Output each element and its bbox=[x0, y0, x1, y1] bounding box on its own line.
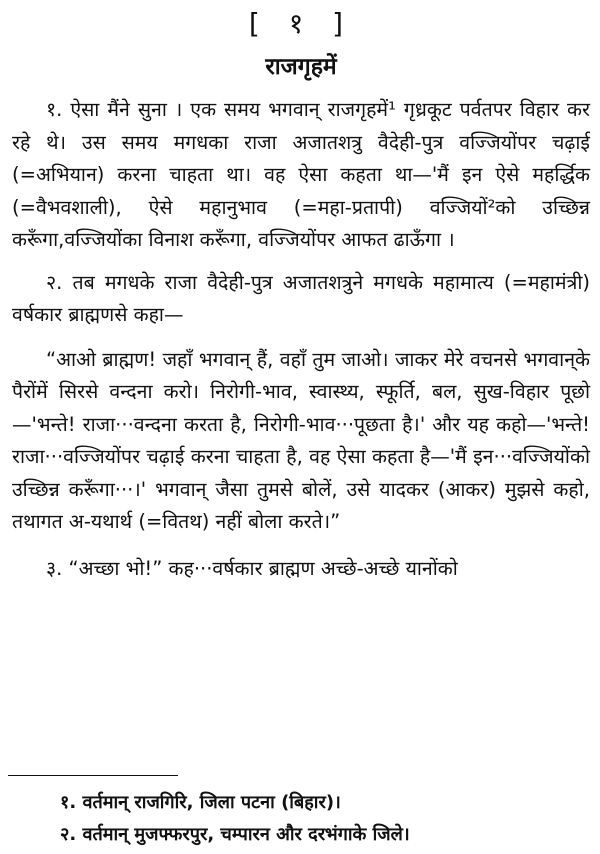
footnote-1: १. वर्तमान् राजगिरि, जिला पटना (बिहार)। bbox=[60, 792, 341, 813]
page-number: [ १ ] bbox=[248, 7, 354, 40]
footnotes bbox=[60, 787, 590, 851]
footnote-2: २. वर्तमान् मुजफ्फरपुर, चम्पारन और दरभंगाके जिले। bbox=[60, 824, 410, 845]
paragraph-4: ३. “अच्छा भो!” कह···वर्षकार ब्राह्मण अच्छे-अच्छे यानोंको bbox=[46, 556, 458, 580]
paragraph-1: १. ऐसा मैंने सुना । एक समय भगवान् राजगृहमें¹ गृध्रकूट पर्वतपर विहार कर रहे थे। उस समय मगधका राजा अजातशत्रु वैदेही-पुत्र वज्जियोंपर चढ़ाई (=अभियान) करना चाहता था। वह ऐसा कहता था—'मैं इन ऐसे महर्द्धिक (=वैभवशाली), ऐसे महानुभाव (=महा-प्रतापी) वज्जियों²को उच्छिन्न करूँगा,वज्जियोंका विनाश करूँगा, वज्जियोंपर आफत ढाऊँगा । bbox=[12, 98, 590, 251]
paragraph-3: “आओ ब्राह्मण! जहाँ भगवान् हैं, वहाँ तुम जाओ। जाकर मेरे वचनसे भगवान्‌के पैरोंमें सिरसे वन्दना करो। निरोगी-भाव, स्वास्थ्य, स्फूर्ति, बल, सुख-विहार पूछो—'भन्ते! राजा···वन्दना करता है, निरोगी-भाव···पूछता है।' और यह कहो—'भन्ते! राजा···वज्जियोंपर चढ़ाई करना चाहता है, वह ऐसा कहता है—'मैं इन···वज्जियोंको उच्छिन्न करूँगा···।' भगवान् जैसा तुमसे बोलें, उसे यादकर (आकर) मुझसे कहो, तथागत अ-यथार्थ (=वितथ) नहीं बोला करते।” bbox=[12, 347, 590, 533]
chapter-title: राजगृहमें bbox=[265, 54, 337, 80]
paragraph-2: २. तब मगधके राजा वैदेही-पुत्र अजातशत्रुने मगधके महामात्य (=महामंत्री) वर्षकार ब्राह्मणसे कहा— bbox=[12, 270, 590, 326]
footnote-divider bbox=[8, 775, 178, 776]
